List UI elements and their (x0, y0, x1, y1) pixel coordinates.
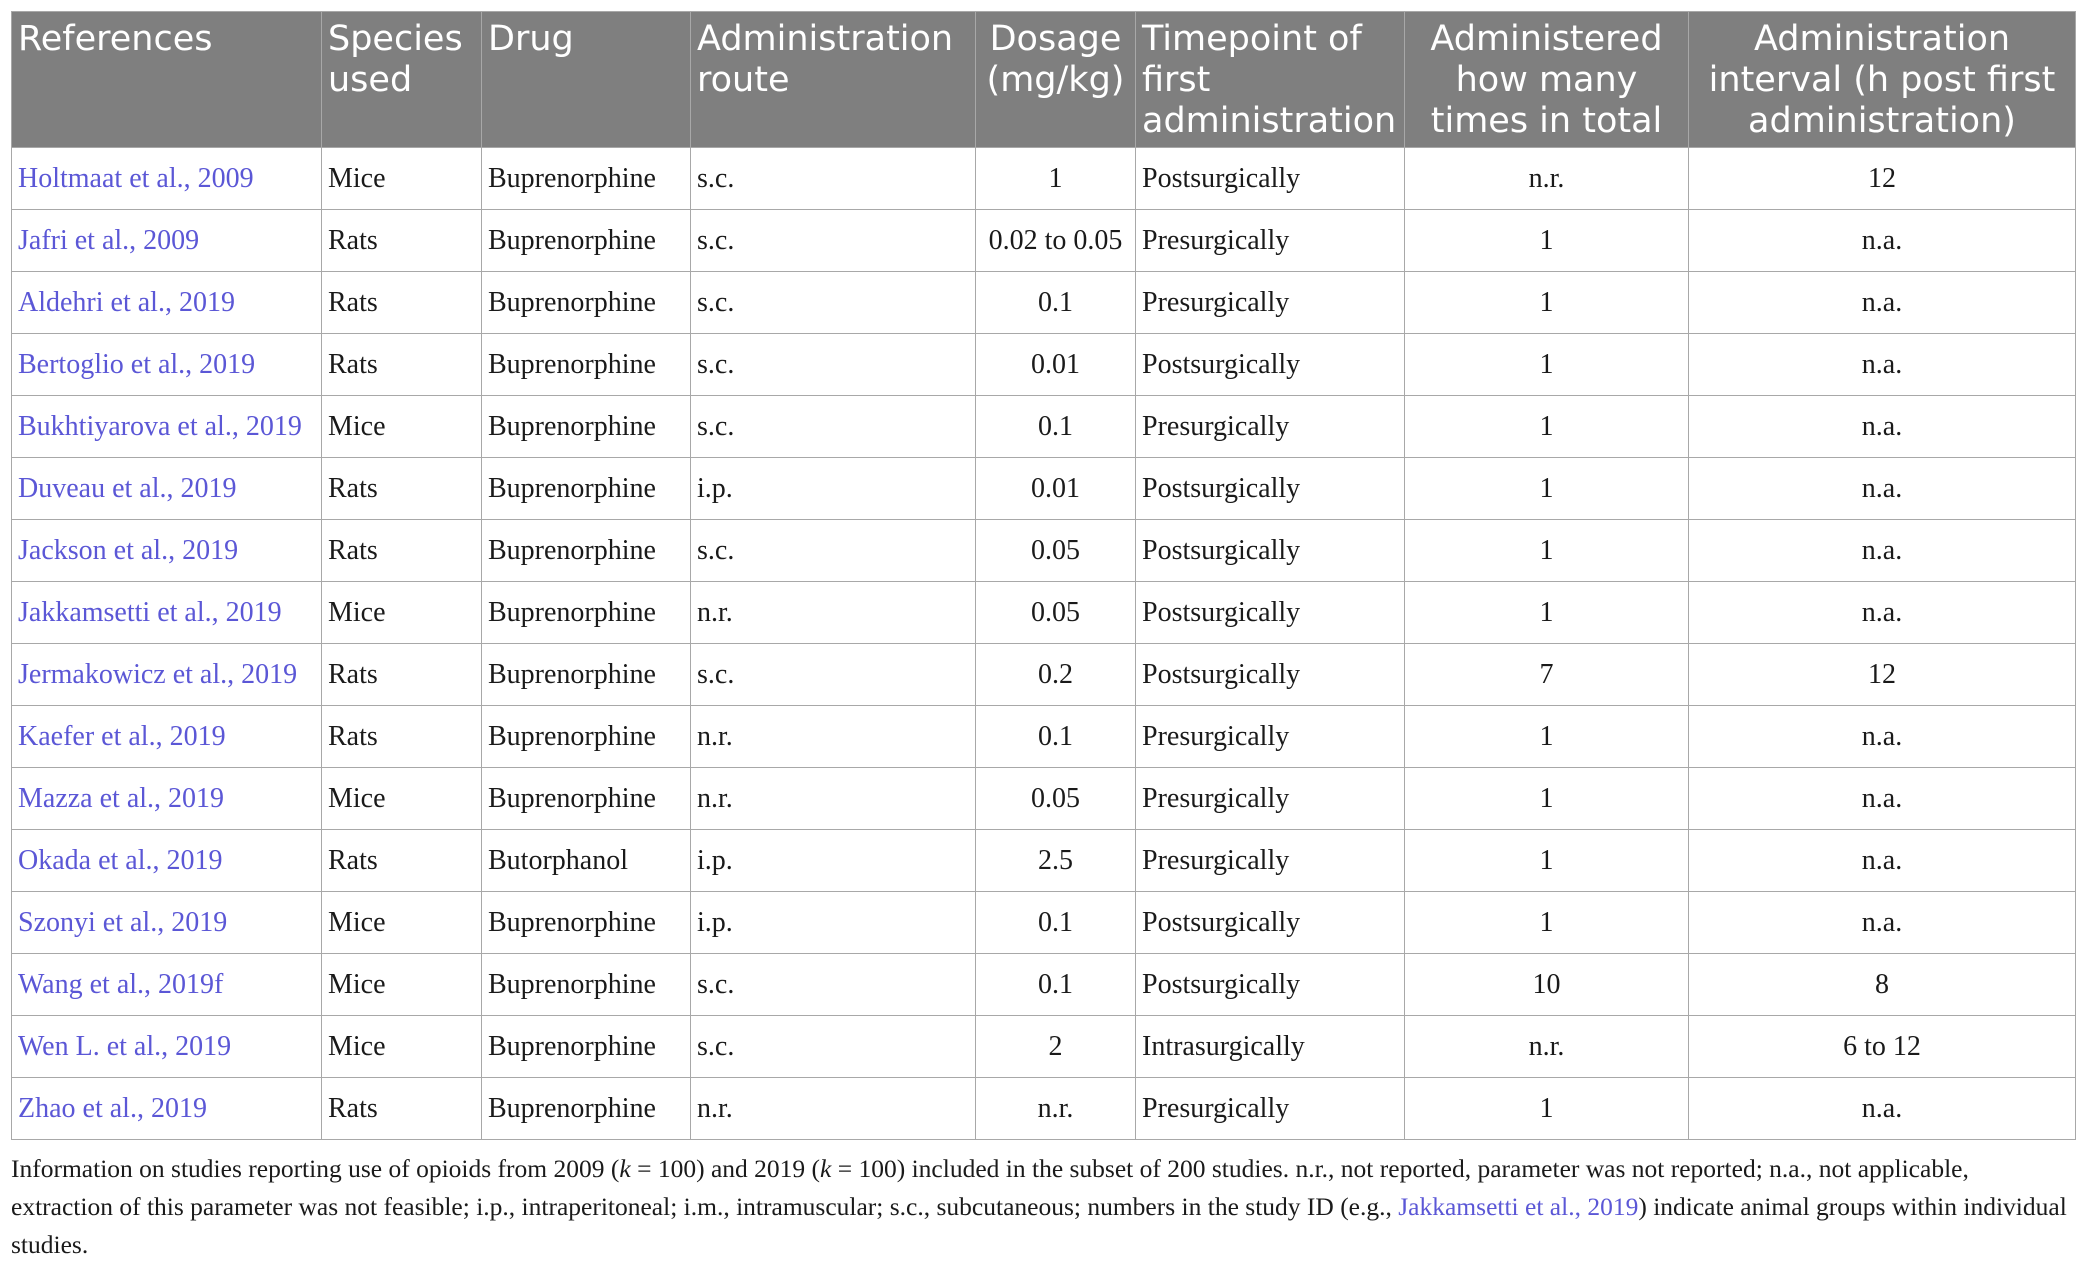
cell-interval: n.a. (1689, 334, 2076, 396)
cell-reference[interactable]: Zhao et al., 2019 (12, 1078, 322, 1140)
cell-dosage: 0.05 (976, 520, 1136, 582)
cell-route: s.c. (691, 954, 976, 1016)
table-row (12, 210, 2076, 272)
cell-drug: Buprenorphine (482, 582, 691, 644)
cell-route: i.p. (691, 830, 976, 892)
header-references: References (12, 12, 322, 148)
cell-dosage: 2.5 (976, 830, 1136, 892)
table-row (12, 706, 2076, 768)
cell-reference[interactable]: Aldehri et al., 2019 (12, 272, 322, 334)
cell-times-total: n.r. (1405, 148, 1689, 210)
cell-reference[interactable]: Mazza et al., 2019 (12, 768, 322, 830)
opioid-studies-table (11, 11, 2076, 1140)
cell-route: s.c. (691, 520, 976, 582)
cell-timepoint: Postsurgically (1136, 334, 1405, 396)
cell-route: n.r. (691, 1078, 976, 1140)
cell-species: Rats (322, 644, 482, 706)
cell-times-total: 7 (1405, 644, 1689, 706)
cell-reference[interactable]: Bukhtiyarova et al., 2019 (12, 396, 322, 458)
header-interval: Administration interval (h post first administration) (1689, 12, 2076, 148)
cell-timepoint: Postsurgically (1136, 148, 1405, 210)
caption-k-1: k (619, 1154, 631, 1183)
cell-dosage: 0.05 (976, 582, 1136, 644)
cell-species: Rats (322, 1078, 482, 1140)
cell-drug: Buprenorphine (482, 1078, 691, 1140)
cell-drug: Buprenorphine (482, 768, 691, 830)
cell-timepoint: Postsurgically (1136, 954, 1405, 1016)
cell-reference[interactable]: Bertoglio et al., 2019 (12, 334, 322, 396)
header-dosage: Dosage (mg/kg) (976, 12, 1136, 148)
cell-interval: 6 to 12 (1689, 1016, 2076, 1078)
header-times-total: Administered how many times in total (1405, 12, 1689, 148)
cell-route: n.r. (691, 768, 976, 830)
cell-dosage: 1 (976, 148, 1136, 210)
cell-interval: n.a. (1689, 210, 2076, 272)
cell-reference[interactable]: Duveau et al., 2019 (12, 458, 322, 520)
cell-dosage: 0.01 (976, 334, 1136, 396)
cell-times-total: 1 (1405, 892, 1689, 954)
caption-text-4: ) indicate animal groups within individual studies. (11, 1192, 2067, 1259)
cell-drug: Buprenorphine (482, 148, 691, 210)
cell-times-total: 1 (1405, 458, 1689, 520)
cell-species: Mice (322, 1016, 482, 1078)
caption-text-3: = 100) included in the subset of 200 studies. n.r., not reported, parameter was not reported; n.a., not applicable, extraction of this parameter was not feasible; i.p., intraperitoneal; i.m., intramuscular; s.c., subcutaneous; numbers in the study ID (e.g., (11, 1154, 1969, 1221)
cell-drug: Buprenorphine (482, 1016, 691, 1078)
cell-species: Rats (322, 520, 482, 582)
cell-times-total: 1 (1405, 830, 1689, 892)
cell-route: i.p. (691, 892, 976, 954)
cell-interval: n.a. (1689, 830, 2076, 892)
caption-k-2: k (820, 1154, 832, 1183)
table-caption (11, 1150, 2075, 1264)
cell-times-total: 1 (1405, 520, 1689, 582)
cell-route: n.r. (691, 582, 976, 644)
cell-interval: 8 (1689, 954, 2076, 1016)
cell-route: s.c. (691, 396, 976, 458)
cell-dosage: 0.1 (976, 954, 1136, 1016)
cell-dosage: 0.05 (976, 768, 1136, 830)
cell-times-total: 10 (1405, 954, 1689, 1016)
cell-interval: n.a. (1689, 768, 2076, 830)
cell-drug: Buprenorphine (482, 210, 691, 272)
cell-interval: n.a. (1689, 458, 2076, 520)
table-row (12, 334, 2076, 396)
cell-species: Rats (322, 830, 482, 892)
table-row (12, 954, 2076, 1016)
cell-timepoint: Postsurgically (1136, 458, 1405, 520)
cell-interval: 12 (1689, 644, 2076, 706)
header-drug: Drug (482, 12, 691, 148)
caption-text-1: Information on studies reporting use of opioids from 2009 ( (11, 1154, 620, 1183)
cell-dosage: 0.2 (976, 644, 1136, 706)
cell-dosage: 0.1 (976, 396, 1136, 458)
cell-times-total: 1 (1405, 706, 1689, 768)
cell-species: Rats (322, 706, 482, 768)
cell-drug: Buprenorphine (482, 954, 691, 1016)
cell-times-total: 1 (1405, 210, 1689, 272)
cell-timepoint: Presurgically (1136, 272, 1405, 334)
cell-timepoint: Presurgically (1136, 830, 1405, 892)
cell-drug: Buprenorphine (482, 892, 691, 954)
cell-timepoint: Postsurgically (1136, 582, 1405, 644)
cell-dosage: 0.1 (976, 706, 1136, 768)
cell-species: Mice (322, 954, 482, 1016)
cell-dosage: n.r. (976, 1078, 1136, 1140)
cell-timepoint: Postsurgically (1136, 520, 1405, 582)
cell-drug: Butorphanol (482, 830, 691, 892)
table-row (12, 830, 2076, 892)
cell-route: s.c. (691, 334, 976, 396)
caption-text-2: = 100) and 2019 ( (630, 1154, 821, 1183)
caption-reference-link[interactable]: Jakkamsetti et al., 2019 (1398, 1192, 1639, 1221)
cell-reference[interactable]: Holtmaat et al., 2009 (12, 148, 322, 210)
cell-times-total: 1 (1405, 272, 1689, 334)
cell-timepoint: Presurgically (1136, 210, 1405, 272)
table-row (12, 1078, 2076, 1140)
cell-species: Mice (322, 396, 482, 458)
table-row (12, 396, 2076, 458)
cell-reference[interactable]: Jakkamsetti et al., 2019 (12, 582, 322, 644)
cell-route: s.c. (691, 272, 976, 334)
header-timepoint: Timepoint of first administration (1136, 12, 1405, 148)
table-row (12, 272, 2076, 334)
cell-dosage: 0.1 (976, 892, 1136, 954)
cell-interval: n.a. (1689, 892, 2076, 954)
cell-reference[interactable]: Jackson et al., 2019 (12, 520, 322, 582)
cell-times-total: 1 (1405, 768, 1689, 830)
cell-timepoint: Presurgically (1136, 706, 1405, 768)
cell-interval: 12 (1689, 148, 2076, 210)
cell-times-total: 1 (1405, 396, 1689, 458)
cell-route: s.c. (691, 644, 976, 706)
table-row (12, 148, 2076, 210)
cell-drug: Buprenorphine (482, 334, 691, 396)
cell-species: Mice (322, 768, 482, 830)
cell-reference[interactable]: Kaefer et al., 2019 (12, 706, 322, 768)
table-row (12, 582, 2076, 644)
cell-species: Rats (322, 458, 482, 520)
cell-times-total: 1 (1405, 1078, 1689, 1140)
cell-drug: Buprenorphine (482, 644, 691, 706)
cell-drug: Buprenorphine (482, 396, 691, 458)
cell-interval: n.a. (1689, 520, 2076, 582)
cell-reference[interactable]: Jafri et al., 2009 (12, 210, 322, 272)
table-row (12, 520, 2076, 582)
cell-route: s.c. (691, 1016, 976, 1078)
cell-route: s.c. (691, 148, 976, 210)
cell-species: Mice (322, 582, 482, 644)
cell-route: s.c. (691, 210, 976, 272)
header-route: Administration route (691, 12, 976, 148)
cell-timepoint: Postsurgically (1136, 644, 1405, 706)
cell-species: Mice (322, 892, 482, 954)
cell-timepoint: Postsurgically (1136, 892, 1405, 954)
cell-route: i.p. (691, 458, 976, 520)
cell-dosage: 0.02 to 0.05 (976, 210, 1136, 272)
cell-route: n.r. (691, 706, 976, 768)
cell-interval: n.a. (1689, 272, 2076, 334)
cell-reference[interactable]: Okada et al., 2019 (12, 830, 322, 892)
cell-drug: Buprenorphine (482, 706, 691, 768)
table-row (12, 644, 2076, 706)
cell-species: Rats (322, 272, 482, 334)
table-row (12, 768, 2076, 830)
cell-drug: Buprenorphine (482, 520, 691, 582)
cell-timepoint: Presurgically (1136, 396, 1405, 458)
cell-interval: n.a. (1689, 706, 2076, 768)
cell-times-total: 1 (1405, 334, 1689, 396)
cell-drug: Buprenorphine (482, 458, 691, 520)
cell-times-total: 1 (1405, 582, 1689, 644)
cell-interval: n.a. (1689, 1078, 2076, 1140)
header-species: Species used (322, 12, 482, 148)
cell-species: Rats (322, 334, 482, 396)
cell-times-total: n.r. (1405, 1016, 1689, 1078)
cell-species: Rats (322, 210, 482, 272)
cell-species: Mice (322, 148, 482, 210)
cell-timepoint: Intrasurgically (1136, 1016, 1405, 1078)
cell-dosage: 0.01 (976, 458, 1136, 520)
table-body (12, 148, 2076, 1140)
table-container (11, 11, 2075, 1264)
cell-reference[interactable]: Jermakowicz et al., 2019 (12, 644, 322, 706)
cell-dosage: 0.1 (976, 272, 1136, 334)
cell-reference[interactable]: Szonyi et al., 2019 (12, 892, 322, 954)
cell-reference[interactable]: Wang et al., 2019f (12, 954, 322, 1016)
cell-interval: n.a. (1689, 396, 2076, 458)
header-row (12, 12, 2076, 148)
cell-dosage: 2 (976, 1016, 1136, 1078)
cell-interval: n.a. (1689, 582, 2076, 644)
cell-timepoint: Presurgically (1136, 1078, 1405, 1140)
table-row (12, 1016, 2076, 1078)
cell-timepoint: Presurgically (1136, 768, 1405, 830)
cell-drug: Buprenorphine (482, 272, 691, 334)
cell-reference[interactable]: Wen L. et al., 2019 (12, 1016, 322, 1078)
table-row (12, 458, 2076, 520)
table-row (12, 892, 2076, 954)
